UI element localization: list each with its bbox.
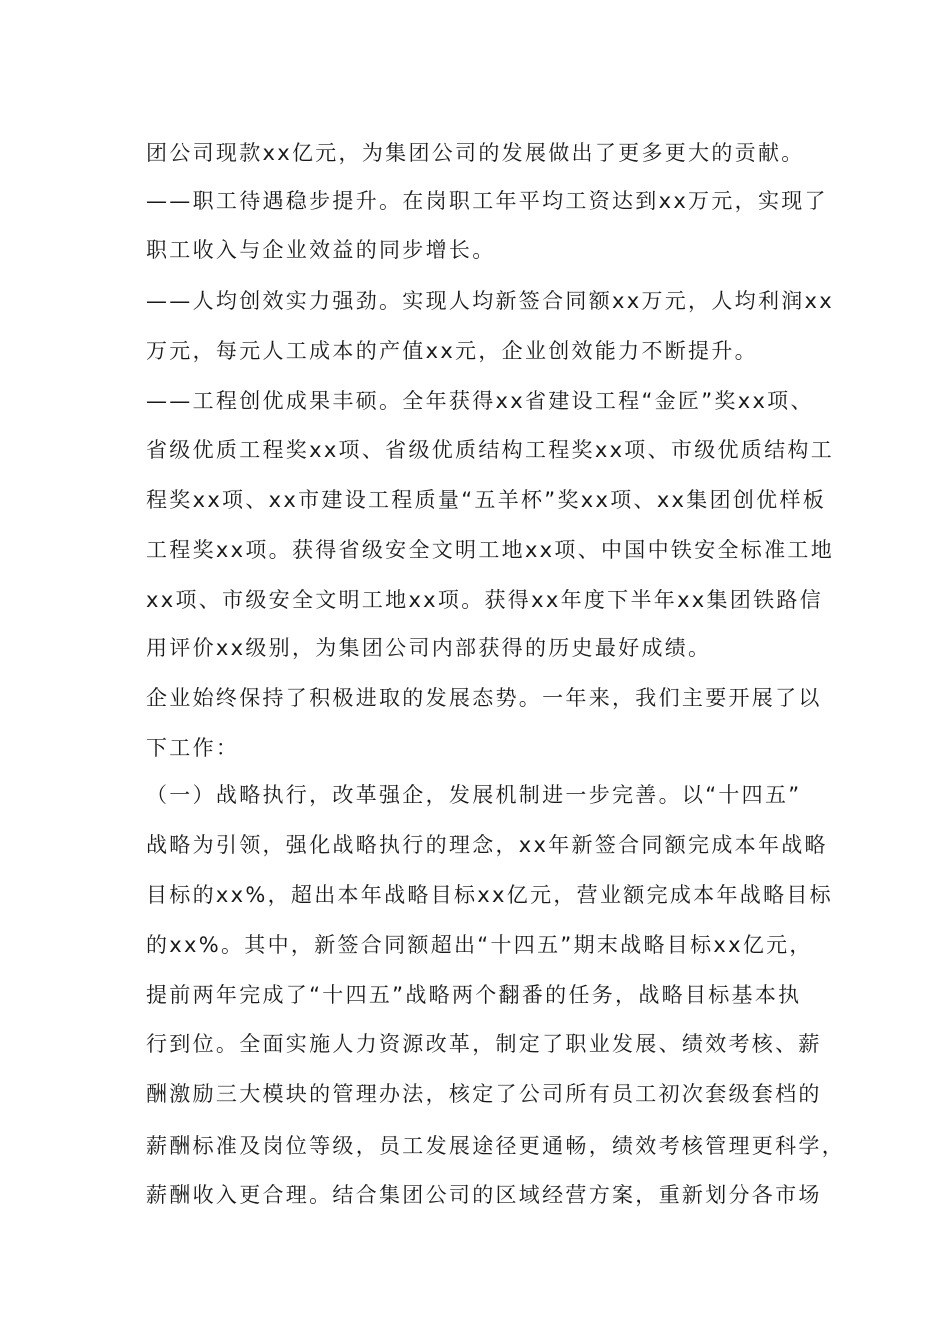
text-line: ——人均创效实力强劲。实现人均新签合同额xx万元，人均利润xx xyxy=(146,289,835,313)
text-line: 程奖xx项、xx市建设工程质量“五羊杯”奖xx项、xx集团创优样板 xyxy=(146,488,827,512)
text-line: ——职工待遇稳步提升。在岗职工年平均工资达到xx万元，实现了 xyxy=(146,189,828,213)
text-line: 工程奖xx项。获得省级安全文明工地xx项、中国中铁安全标准工地 xyxy=(146,538,835,562)
text-line: 目标的xx%，超出本年战略目标xx亿元，营业额完成本年战略目标 xyxy=(146,883,833,907)
text-line: 提前两年完成了“十四五”战略两个翻番的任务，战略目标基本执 xyxy=(146,983,802,1007)
text-line: 的xx%。其中，新签合同额超出“十四五”期末战略目标xx亿元， xyxy=(146,933,813,957)
text-line: 团公司现款xx亿元，为集团公司的发展做出了更多更大的贡献。 xyxy=(146,141,805,165)
text-line: 用评价xx级别，为集团公司内部获得的历史最好成绩。 xyxy=(146,636,712,660)
text-line: 行到位。全面实施人力资源改革，制定了职业发展、绩效考核、薪 xyxy=(146,1032,822,1056)
text-line: xx项、市级安全文明工地xx项。获得xx年度下半年xx集团铁路信 xyxy=(146,588,824,612)
text-line: 酬激励三大模块的管理办法，核定了公司所有员工初次套级套档的 xyxy=(146,1082,822,1106)
text-line: ——工程创优成果丰硕。全年获得xx省建设工程“金匠”奖xx项、 xyxy=(146,389,814,413)
text-line: 下工作： xyxy=(146,736,240,760)
text-line: 战略为引领，强化战略执行的理念，xx年新签合同额完成本年战略 xyxy=(146,833,828,857)
text-line: 万元，每元人工成本的产值xx元，企业创效能力不断提升。 xyxy=(146,339,758,363)
text-line: 薪酬标准及岗位等级，员工发展途径更通畅，绩效考核管理更科学， xyxy=(146,1134,845,1158)
text-line: （一）战略执行，改革强企，发展机制进一步完善。以“十四五” xyxy=(146,783,802,807)
text-line: 省级优质工程奖xx项、省级优质结构工程奖xx项、市级优质结构工 xyxy=(146,438,835,462)
text-line: 企业始终保持了积极进取的发展态势。一年来，我们主要开展了以 xyxy=(146,686,822,710)
text-line: 职工收入与企业效益的同步增长。 xyxy=(146,238,496,262)
text-line: 薪酬收入更合理。结合集团公司的区域经营方案，重新划分各市场 xyxy=(146,1183,822,1207)
